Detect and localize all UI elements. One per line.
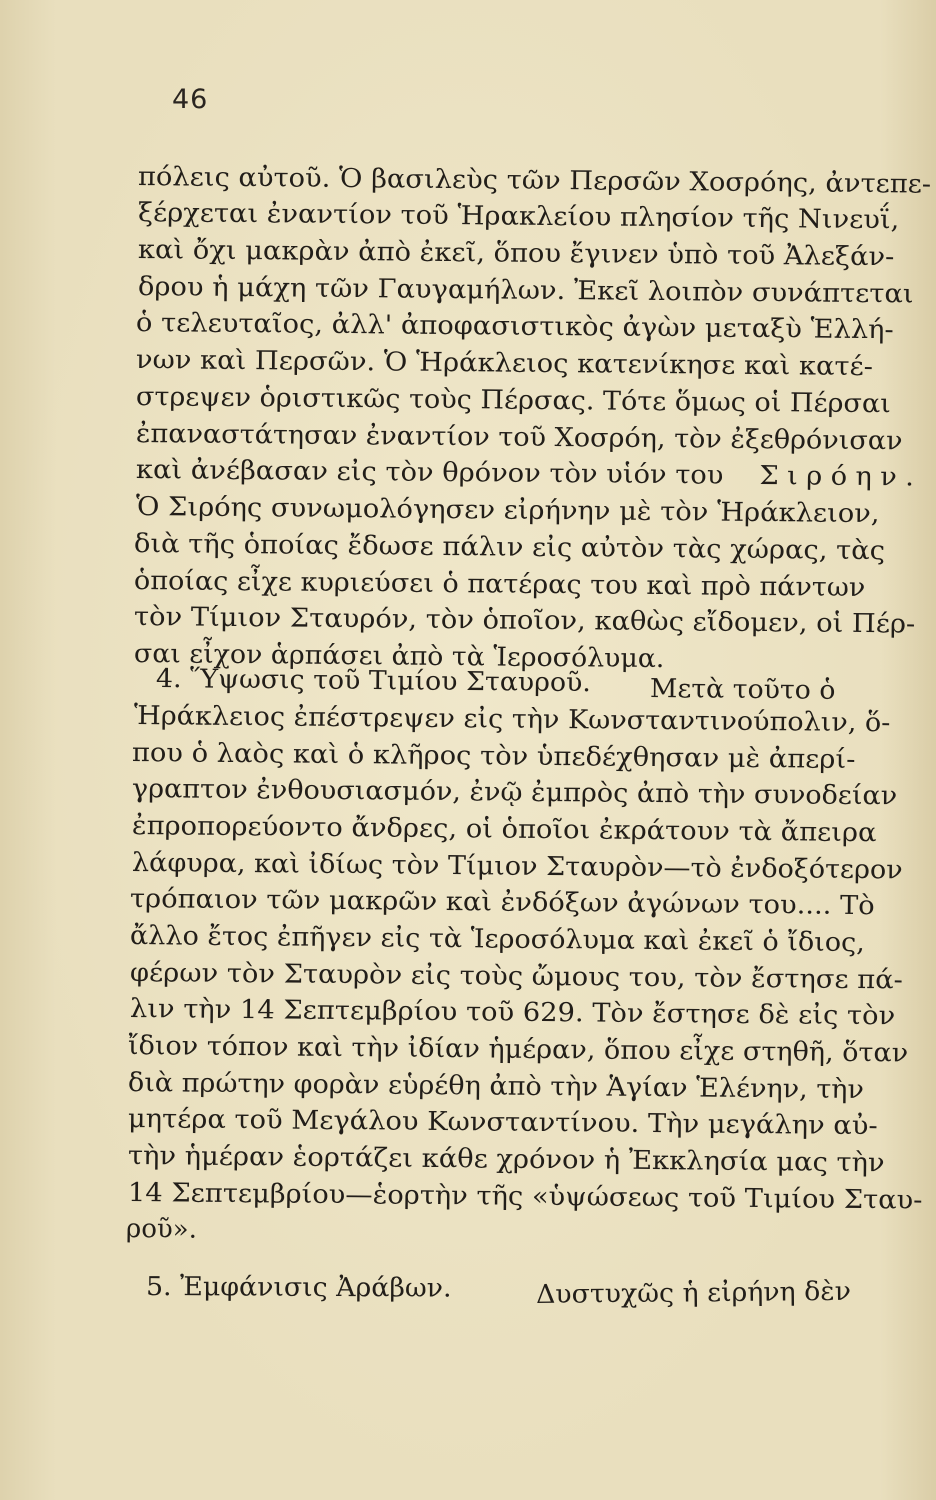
text-line: 14 Σεπτεμβρίου—ἑορτὴν τῆς «ὑψώσεως τοῦ Τιμίου Σταυ- bbox=[127, 1178, 923, 1216]
text-line: πόλεις αὐτοῦ. Ὁ βασιλεὺς τῶν Περσῶν Χοσρόης, ἀντεπε- bbox=[137, 162, 932, 200]
text-line: λιν τὴν 14 Σεπτεμβρίου τοῦ 629. Τὸν ἔστησε δὲ εἰς τὸν bbox=[129, 994, 896, 1032]
text-line bbox=[136, 453, 923, 495]
text-line: ἐπαναστάτησαν ἐναντίον τοῦ Χοσρόη, τὸν ἐξεθρόνισαν bbox=[135, 419, 903, 457]
text-line: καὶ ὄχι μακρὰν ἀπὸ ἐκεῖ, ὅπου ἔγινεν ὑπὸ τοῦ Ἀλεξάν- bbox=[137, 235, 895, 273]
text-line: στρεψεν ὁριστικῶς τοὺς Πέρσας. Τότε ὅμως οἱ Πέρσαι bbox=[135, 382, 891, 420]
section-heading-4: 4. Ὕψωσις τοῦ Τιμίου Σταυροῦ. bbox=[155, 664, 591, 699]
text-line: ἴδιον τόπον καὶ τὴν ἰδίαν ἡμέραν, ὅπου εἶχε στηθῆ, ὅταν bbox=[127, 1031, 909, 1069]
text-line: λάφυρα, καὶ ἰδίως τὸν Τίμιον Σταυρὸν—τὸ ἐνδοξότερον bbox=[131, 848, 903, 886]
text-line: μητέρα τοῦ Μεγάλου Κωνσταντίνου. Τὴν μεγάλην αὐ- bbox=[127, 1104, 878, 1142]
text-line: δρου ἡ μάχη τῶν Γαυγαμήλων. Ἐκεῖ λοιπὸν συνάπτεται bbox=[137, 272, 914, 310]
text-line: Ἡράκλειος ἐπέστρεψεν εἰς τὴν Κωνσταντινούπολιν, ὅ- bbox=[133, 701, 891, 739]
section-5-tail-text: Δυστυχῶς ἡ εἰρήνη δὲν bbox=[535, 1276, 852, 1310]
emphasized-name: Σιρόην. bbox=[759, 460, 923, 493]
text-line: ἐπροπορεύοντο ἄνδρες, οἱ ὁποῖοι ἐκράτουν τὰ ἄπειρα bbox=[131, 811, 877, 849]
section-4-tail-text: Μετὰ τοῦτο ὁ bbox=[649, 674, 836, 706]
text-line: ἄλλο ἔτος ἐπῆγεν εἰς τὰ Ἱεροσόλυμα καὶ ἐκεῖ ὁ ἴδιος, bbox=[129, 921, 865, 959]
text-line: διὰ πρώτην φορὰν εὑρέθη ἀπὸ τὴν Ἁγίαν Ἑλένην, τὴν bbox=[127, 1068, 865, 1106]
text-line: τρόπαιον τῶν μακρῶν καὶ ἐνδόξων ἀγώνων του.... Τὸ bbox=[129, 884, 875, 922]
text-line: τὸν Τίμιον Σταυρόν, τὸν ὁποῖον, καθὼς εἴδομεν, οἱ Πέρ- bbox=[133, 602, 916, 640]
text-line: Ὁ Σιρόης συνωμολόγησεν εἰρήνην μὲ τὸν Ἡράκλειον, bbox=[135, 492, 880, 530]
text-line-main: καὶ ἀνέβασαν εἰς τὸν θρόνον τὸν υἱόν του bbox=[135, 455, 724, 491]
text-line: ὁ τελευταῖος, ἀλλ' ἀποφασιστικὸς ἀγὼν μεταξὺ Ἑλλή- bbox=[135, 308, 894, 346]
text-line: γραπτον ἐνθουσιασμόν, ἐνῷ ἐμπρὸς ἀπὸ τὴν συνοδείαν bbox=[131, 774, 898, 812]
text-line: τὴν ἡμέραν ἑορτάζει κάθε χρόνον ἡ Ἐκκλησία μας τὴν bbox=[127, 1141, 885, 1179]
text-line: που ὁ λαὸς καὶ ὁ κλῆρος τὸν ὑπεδέχθησαν μὲ ἀπερί- bbox=[131, 738, 856, 775]
text-line: ὁποίας εἶχε κυριεύσει ὁ πατέρας του καὶ πρὸ πάντων bbox=[133, 566, 866, 604]
page-number: 46 bbox=[172, 84, 209, 115]
text-line: σαι εἶχον ἁρπάσει ἀπὸ τὰ Ἱεροσόλυμα. bbox=[133, 639, 665, 675]
text-line: φέρων τὸν Σταυρὸν εἰς τοὺς ὤμους του, τὸν ἔστησε πά- bbox=[129, 958, 903, 996]
text-line: νων καὶ Περσῶν. Ὁ Ἡράκλειος κατενίκησε καὶ κατέ- bbox=[135, 345, 874, 383]
text-line: ξέρχεται ἐναντίον τοῦ Ἡρακλείου πλησίον τῆς Νινευΐ, bbox=[137, 198, 900, 236]
section-heading-5: 5. Ἐμφάνισις Ἀράβων. bbox=[145, 1272, 452, 1304]
text-line: ροῦ». bbox=[125, 1214, 198, 1245]
text-line: διὰ τῆς ὁποίας ἔδωσε πάλιν εἰς αὐτὸν τὰς χώρας, τὰς bbox=[133, 529, 886, 567]
